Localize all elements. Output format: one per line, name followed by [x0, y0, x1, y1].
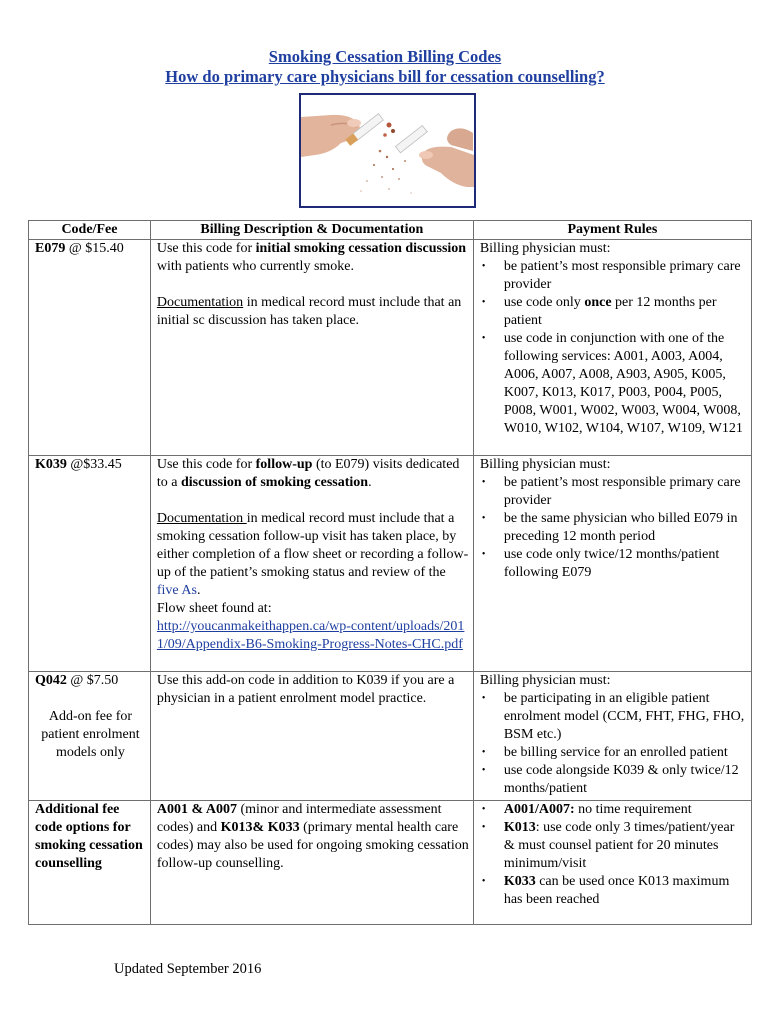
fee: @$33.45: [66, 457, 122, 472]
fee: @ $7.50: [66, 673, 119, 688]
rules-list: [480, 801, 747, 909]
rules-cell: [473, 456, 751, 672]
page-subtitle: How do primary care physicians bill for cessation counselling?: [165, 67, 605, 86]
add-on-note: Add-on fee for patient enrolment models only: [41, 709, 140, 760]
list-item: • be billing service for an enrolled patient: [504, 744, 747, 762]
list-item: • use code in conjunction with one of the following services: A001, A003, A004, A006, A007, A008, A903, A905, K005, K007, K013, K017, P003, P004, P005, P008, W001, W002, W003, W004, W008, W010, W102, W104, W107, W109, W121: [504, 330, 747, 438]
desc-text: Use this code for: [156, 241, 256, 256]
code-cell: [29, 672, 151, 801]
code-cell: [29, 456, 151, 672]
list-item: • K013: use code only 3 times/patient/year & must counsel patient for 20 minutes minimum/visit: [504, 819, 747, 873]
rules-intro: Billing physician must:: [479, 457, 611, 472]
header-payment-rules: Payment Rules: [473, 221, 751, 240]
rules-cell: [473, 672, 751, 801]
table-header-row: [29, 221, 752, 240]
desc-bold: initial smoking cessation discussion: [255, 241, 467, 256]
flow-sheet-label: Flow sheet found at:: [156, 601, 272, 616]
code: E079: [35, 241, 66, 256]
rules-intro: Billing physician must:: [479, 241, 611, 256]
list-item: • K033 can be used once K013 maximum has been reached: [504, 873, 747, 909]
code: K039: [35, 457, 67, 472]
list-item: • use code only once per 12 months per patient: [504, 294, 747, 330]
table-row-k039: [29, 456, 752, 672]
desc-text-end: with patients who currently smoke.: [156, 259, 355, 274]
flow-sheet-link[interactable]: http://youcanmakeithappen.ca/wp-content/uploads/2011/09/Appendix-B6-Smoking-Progress-Notes-CHC.pdf: [156, 619, 465, 652]
description-cell: Use this add-on code in addition to K039 if you are a physician in a patient enrolment model practice.: [150, 672, 473, 801]
broken-cigarette-icon: [301, 95, 474, 206]
rules-cell: [473, 240, 751, 456]
rules-list: [480, 258, 747, 438]
rules-cell: [473, 801, 751, 925]
broken-cigarette-photo: [299, 93, 476, 208]
description-cell: [150, 240, 473, 456]
documentation-label: Documentation: [156, 295, 244, 310]
documentation-text: in medical record must include that an initial sc discussion has taken place.: [156, 295, 462, 328]
list-item: • be patient’s most responsible primary care provider: [504, 258, 747, 294]
table-row-additional: [29, 801, 752, 925]
code-cell: [29, 240, 151, 456]
code: Additional fee code options for smoking cessation counselling: [35, 802, 143, 871]
page-title: Smoking Cessation Billing Codes: [268, 47, 502, 66]
rules-intro: Billing physician must:: [479, 673, 611, 688]
list-item: • use code only twice/12 months/patient following E079: [504, 546, 747, 582]
code: Q042: [35, 673, 67, 688]
rules-list: [480, 474, 747, 582]
list-item: • A001/A007: no time requirement: [504, 801, 747, 819]
billing-codes-table: [28, 220, 752, 925]
list-item: • be participating in an eligible patient enrolment model (CCM, FHT, FHG, FHO, BSM etc.): [504, 690, 747, 744]
table-row-e079: [29, 240, 752, 456]
header-code-fee: Code/Fee: [29, 221, 151, 240]
list-item: • be patient’s most responsible primary care provider: [504, 474, 747, 510]
documentation-text: in medical record must include that a smoking cessation follow-up visit has taken place, by either completion of a flow sheet or recording a follow-up of the patient’s smoking status and review of the: [156, 511, 469, 580]
documentation-label: Documentation: [156, 511, 247, 526]
description-cell: A001 & A007 (minor and intermediate assessment codes) and K013& K033 (primary mental health care codes) may also be used for ongoing smoking cessation follow-up counselling.: [150, 801, 473, 925]
list-item: • use code alongside K039 & only twice/12 months/patient: [504, 762, 747, 798]
updated-date: Updated September 2016: [114, 961, 262, 977]
description-cell: Use this code for follow-up (to E079) visits dedicated to a discussion of smoking cessation. Documentation in medical record must include that a smoking cessation follow-up visit has taken place, by either completion of a flow sheet or recording a follow-up of the patient’s smoking status and review of the five As. Flow sheet found at: http://youcanmakeithappen.ca/wp-content/uploads/2011/09/Appendix-B6-Smoking-Progress-Notes-CHC.pdf: [150, 456, 473, 672]
list-item: • be the same physician who billed E079 in preceding 12 month period: [504, 510, 747, 546]
table-row-q042: [29, 672, 752, 801]
fee: @ $15.40: [65, 241, 124, 256]
rules-list: [480, 690, 747, 798]
header-billing-description: Billing Description & Documentation: [150, 221, 473, 240]
five-as-link[interactable]: five As: [156, 583, 197, 598]
code-cell: [29, 801, 151, 925]
